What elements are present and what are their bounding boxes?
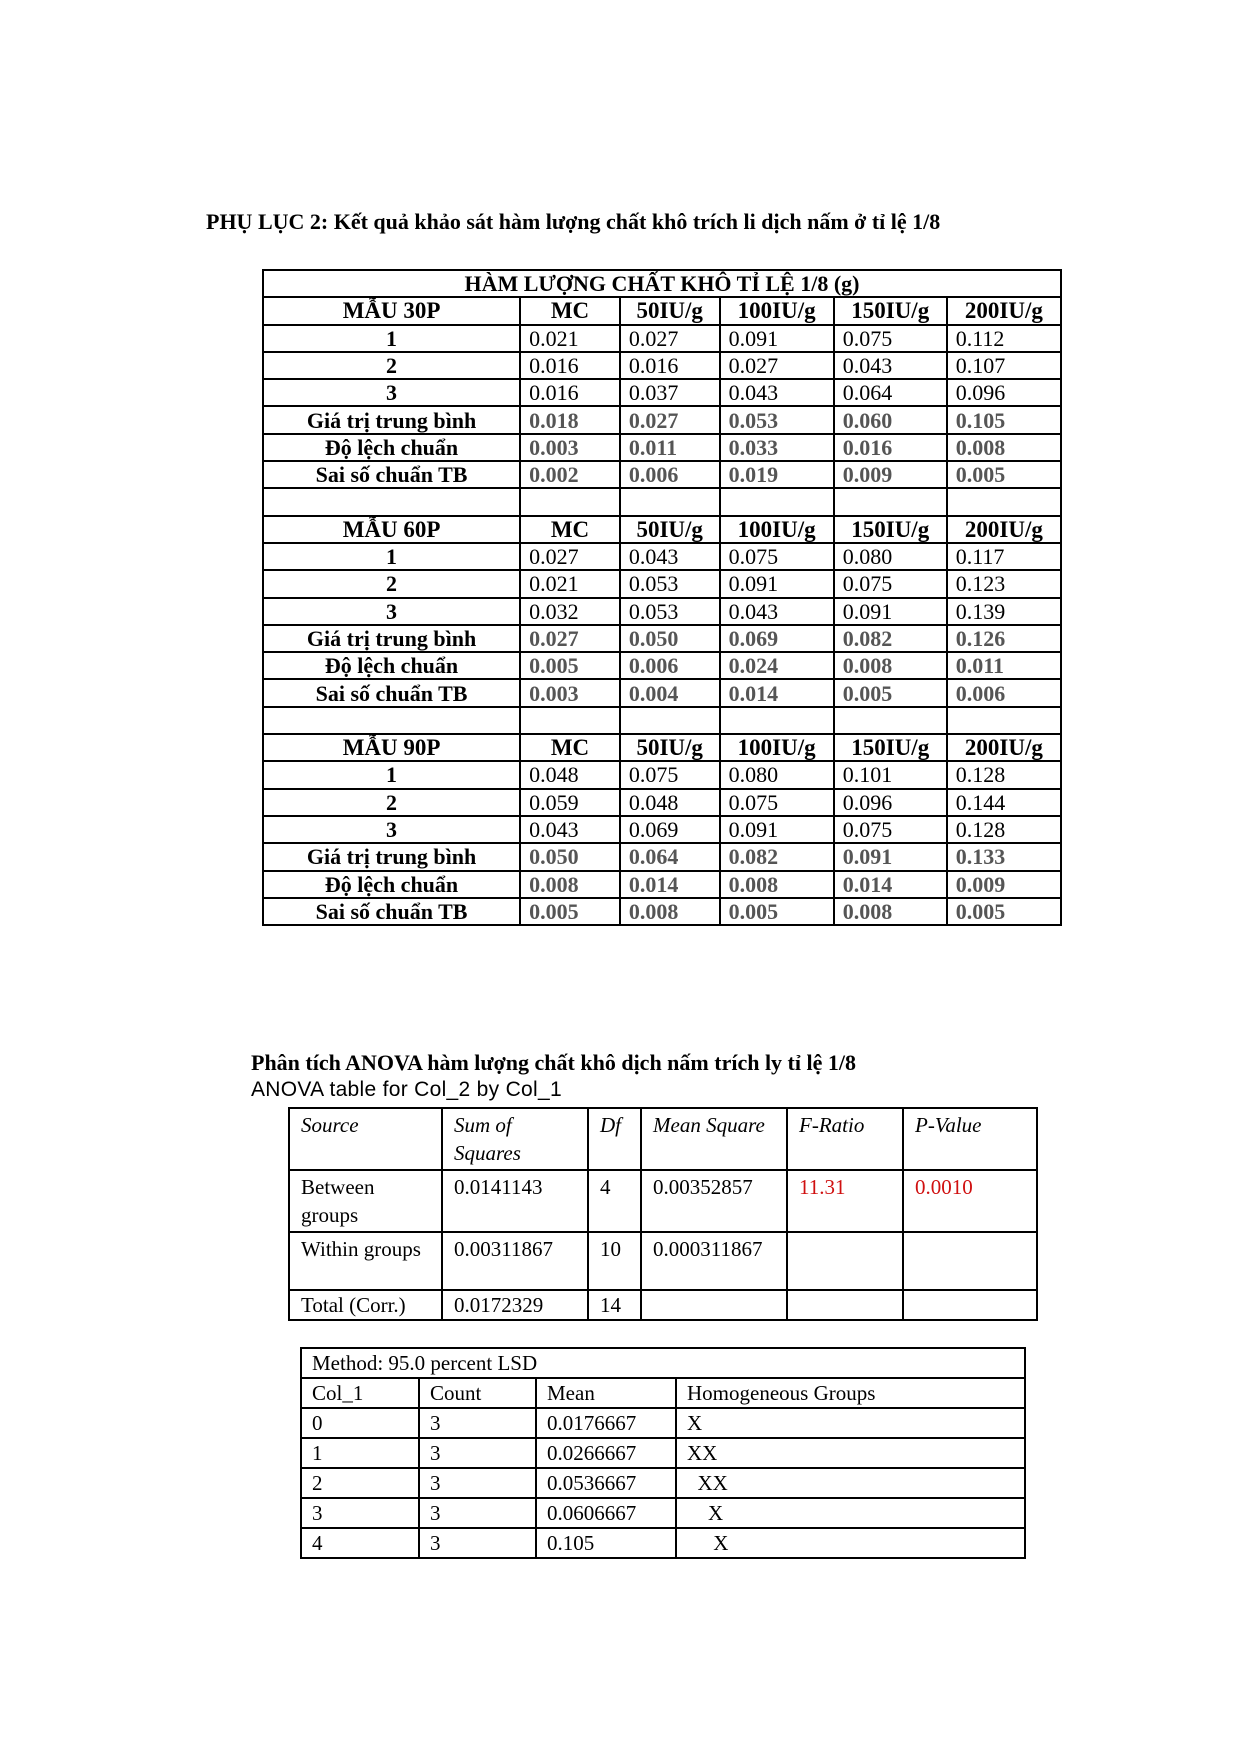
column-header: MC xyxy=(520,297,620,324)
value-cell: 0.053 xyxy=(620,598,720,625)
column-header: 50IU/g xyxy=(620,297,720,324)
empty-cell xyxy=(520,488,620,515)
value-cell: 0.011 xyxy=(620,434,720,461)
anova-table xyxy=(288,1107,1038,1321)
row-label: Giá trị trung bình xyxy=(263,406,520,433)
value-cell: 0.008 xyxy=(947,434,1061,461)
value-cell: 0.048 xyxy=(520,761,620,788)
replicate-row xyxy=(263,543,1061,570)
anova-header-df: Df xyxy=(588,1108,641,1170)
empty-cell xyxy=(720,488,834,515)
lsd-cell-count: 3 xyxy=(419,1468,536,1498)
lsd-cell-col1: 0 xyxy=(301,1408,419,1438)
value-cell: 0.059 xyxy=(520,789,620,816)
value-cell: 0.123 xyxy=(947,570,1061,597)
value-cell: 0.069 xyxy=(720,625,834,652)
row-label: 2 xyxy=(263,570,520,597)
value-cell: 0.107 xyxy=(947,352,1061,379)
row-label: Độ lệch chuẩn xyxy=(263,434,520,461)
value-cell: 0.128 xyxy=(947,816,1061,843)
anova-header-source: Source xyxy=(289,1108,442,1170)
lsd-cell-col1: 4 xyxy=(301,1528,419,1558)
value-cell: 0.075 xyxy=(620,761,720,788)
replicate-row xyxy=(263,761,1061,788)
anova-cell-f-ratio xyxy=(787,1232,903,1290)
replicate-row xyxy=(263,379,1061,406)
value-cell: 0.008 xyxy=(620,898,720,925)
value-cell: 0.043 xyxy=(834,352,947,379)
lsd-cell-groups: X xyxy=(676,1408,1025,1438)
value-cell: 0.043 xyxy=(520,816,620,843)
anova-cell-df: 4 xyxy=(588,1170,641,1232)
value-cell: 0.009 xyxy=(834,461,947,488)
value-cell: 0.003 xyxy=(520,679,620,706)
anova-cell-source: Between groups xyxy=(289,1170,442,1232)
anova-row-within xyxy=(289,1232,1037,1290)
lsd-cell-count: 3 xyxy=(419,1408,536,1438)
value-cell: 0.037 xyxy=(620,379,720,406)
value-cell: 0.050 xyxy=(520,843,620,870)
table-title-row xyxy=(263,270,1061,297)
value-cell: 0.014 xyxy=(720,679,834,706)
stat-row xyxy=(263,625,1061,652)
row-label: Sai số chuẩn TB xyxy=(263,679,520,706)
lsd-cell-groups: X xyxy=(676,1528,1025,1558)
replicate-row xyxy=(263,325,1061,352)
column-header: 200IU/g xyxy=(947,297,1061,324)
row-label: 3 xyxy=(263,598,520,625)
value-cell: 0.019 xyxy=(720,461,834,488)
lsd-header-mean: Mean xyxy=(536,1378,676,1408)
value-cell: 0.016 xyxy=(520,379,620,406)
row-label: 1 xyxy=(263,325,520,352)
value-cell: 0.091 xyxy=(834,843,947,870)
value-cell: 0.005 xyxy=(947,898,1061,925)
value-cell: 0.005 xyxy=(520,898,620,925)
row-label: 3 xyxy=(263,379,520,406)
value-cell: 0.053 xyxy=(720,406,834,433)
value-cell: 0.080 xyxy=(720,761,834,788)
spacer-row xyxy=(263,707,1061,734)
value-cell: 0.021 xyxy=(520,325,620,352)
empty-cell xyxy=(620,488,720,515)
anova-header-mean-square: Mean Square xyxy=(641,1108,787,1170)
lsd-table xyxy=(300,1347,1026,1559)
lsd-cell-count: 3 xyxy=(419,1498,536,1528)
value-cell: 0.008 xyxy=(720,871,834,898)
lsd-cell-groups: XX xyxy=(676,1438,1025,1468)
row-label: 3 xyxy=(263,816,520,843)
value-cell: 0.016 xyxy=(834,434,947,461)
value-cell: 0.091 xyxy=(834,598,947,625)
value-cell: 0.117 xyxy=(947,543,1061,570)
column-header: MC xyxy=(520,516,620,543)
value-cell: 0.139 xyxy=(947,598,1061,625)
value-cell: 0.014 xyxy=(834,871,947,898)
column-header: 50IU/g xyxy=(620,516,720,543)
row-label: Độ lệch chuẩn xyxy=(263,871,520,898)
anova-heading: Phân tích ANOVA hàm lượng chất khô dịch nấm trích ly tỉ lệ 1/8 xyxy=(251,1050,856,1075)
value-cell: 0.053 xyxy=(620,570,720,597)
value-cell: 0.091 xyxy=(720,816,834,843)
lsd-cell-mean: 0.0266667 xyxy=(536,1438,676,1468)
lsd-method-row xyxy=(301,1348,1025,1378)
row-label: Sai số chuẩn TB xyxy=(263,898,520,925)
value-cell: 0.009 xyxy=(947,871,1061,898)
value-cell: 0.144 xyxy=(947,789,1061,816)
stat-row xyxy=(263,679,1061,706)
value-cell: 0.004 xyxy=(620,679,720,706)
value-cell: 0.005 xyxy=(947,461,1061,488)
lsd-cell-col1: 2 xyxy=(301,1468,419,1498)
value-cell: 0.064 xyxy=(620,843,720,870)
anova-cell-p-value: 0.0010 xyxy=(903,1170,1037,1232)
value-cell: 0.096 xyxy=(834,789,947,816)
value-cell: 0.075 xyxy=(834,570,947,597)
stat-row xyxy=(263,434,1061,461)
anova-cell-p-value xyxy=(903,1290,1037,1320)
anova-cell-mean-square: 0.000311867 xyxy=(641,1232,787,1290)
value-cell: 0.075 xyxy=(720,543,834,570)
anova-header-p-value: P-Value xyxy=(903,1108,1037,1170)
replicate-row xyxy=(263,816,1061,843)
group-label: MẪU 90P xyxy=(263,734,520,761)
column-header: 100IU/g xyxy=(720,516,834,543)
row-label: Độ lệch chuẩn xyxy=(263,652,520,679)
value-cell: 0.032 xyxy=(520,598,620,625)
value-cell: 0.091 xyxy=(720,570,834,597)
value-cell: 0.133 xyxy=(947,843,1061,870)
lsd-row xyxy=(301,1468,1025,1498)
lsd-row xyxy=(301,1438,1025,1468)
value-cell: 0.043 xyxy=(620,543,720,570)
value-cell: 0.112 xyxy=(947,325,1061,352)
empty-cell xyxy=(720,707,834,734)
value-cell: 0.096 xyxy=(947,379,1061,406)
value-cell: 0.016 xyxy=(620,352,720,379)
value-cell: 0.005 xyxy=(720,898,834,925)
row-label: 2 xyxy=(263,352,520,379)
anova-header-sum-squares: Sum of Squares xyxy=(442,1108,588,1170)
lsd-row xyxy=(301,1528,1025,1558)
value-cell: 0.016 xyxy=(520,352,620,379)
empty-cell xyxy=(834,488,947,515)
lsd-cell-count: 3 xyxy=(419,1438,536,1468)
stat-row xyxy=(263,461,1061,488)
lsd-cell-mean: 0.0176667 xyxy=(536,1408,676,1438)
value-cell: 0.014 xyxy=(620,871,720,898)
anova-header-f-ratio: F-Ratio xyxy=(787,1108,903,1170)
value-cell: 0.082 xyxy=(720,843,834,870)
column-header: 150IU/g xyxy=(834,297,947,324)
value-cell: 0.024 xyxy=(720,652,834,679)
lsd-method: Method: 95.0 percent LSD xyxy=(301,1348,1025,1378)
anova-cell-sum-squares: 0.00311867 xyxy=(442,1232,588,1290)
anova-cell-sum-squares: 0.0141143 xyxy=(442,1170,588,1232)
group-header-row xyxy=(263,516,1061,543)
empty-cell xyxy=(947,488,1061,515)
replicate-row xyxy=(263,789,1061,816)
anova-cell-df: 14 xyxy=(588,1290,641,1320)
stat-row xyxy=(263,406,1061,433)
lsd-cell-mean: 0.0536667 xyxy=(536,1468,676,1498)
value-cell: 0.018 xyxy=(520,406,620,433)
stat-row xyxy=(263,652,1061,679)
row-label: 1 xyxy=(263,761,520,788)
value-cell: 0.003 xyxy=(520,434,620,461)
value-cell: 0.043 xyxy=(720,379,834,406)
anova-cell-source: Total (Corr.) xyxy=(289,1290,442,1320)
replicate-row xyxy=(263,598,1061,625)
empty-cell xyxy=(834,707,947,734)
value-cell: 0.008 xyxy=(520,871,620,898)
lsd-header-count: Count xyxy=(419,1378,536,1408)
lsd-cell-col1: 1 xyxy=(301,1438,419,1468)
value-cell: 0.101 xyxy=(834,761,947,788)
column-header: 150IU/g xyxy=(834,516,947,543)
column-header: 200IU/g xyxy=(947,734,1061,761)
value-cell: 0.027 xyxy=(620,325,720,352)
empty-cell xyxy=(520,707,620,734)
column-header: 100IU/g xyxy=(720,297,834,324)
value-cell: 0.005 xyxy=(834,679,947,706)
value-cell: 0.082 xyxy=(834,625,947,652)
value-cell: 0.027 xyxy=(720,352,834,379)
anova-cell-df: 10 xyxy=(588,1232,641,1290)
row-label: Sai số chuẩn TB xyxy=(263,461,520,488)
anova-row-between xyxy=(289,1170,1037,1232)
column-header: 200IU/g xyxy=(947,516,1061,543)
empty-cell xyxy=(947,707,1061,734)
value-cell: 0.128 xyxy=(947,761,1061,788)
row-label: 2 xyxy=(263,789,520,816)
anova-cell-sum-squares: 0.0172329 xyxy=(442,1290,588,1320)
empty-cell xyxy=(620,707,720,734)
value-cell: 0.027 xyxy=(520,543,620,570)
lsd-header-col1: Col_1 xyxy=(301,1378,419,1408)
anova-cell-p-value xyxy=(903,1232,1037,1290)
anova-cell-source: Within groups xyxy=(289,1232,442,1290)
spacer-row xyxy=(263,488,1061,515)
lsd-cell-col1: 3 xyxy=(301,1498,419,1528)
group-label: MẪU 30P xyxy=(263,297,520,324)
value-cell: 0.075 xyxy=(834,816,947,843)
value-cell: 0.069 xyxy=(620,816,720,843)
lsd-cell-groups: X xyxy=(676,1498,1025,1528)
row-label: Giá trị trung bình xyxy=(263,843,520,870)
anova-row-total xyxy=(289,1290,1037,1320)
row-label: 1 xyxy=(263,543,520,570)
group-header-row xyxy=(263,297,1061,324)
page-title: PHỤ LỤC 2: Kết quả khảo sát hàm lượng chất khô trích li dịch nấm ở tỉ lệ 1/8 xyxy=(206,209,941,234)
lsd-cell-groups: XX xyxy=(676,1468,1025,1498)
value-cell: 0.006 xyxy=(947,679,1061,706)
value-cell: 0.091 xyxy=(720,325,834,352)
lsd-row xyxy=(301,1408,1025,1438)
value-cell: 0.011 xyxy=(947,652,1061,679)
value-cell: 0.080 xyxy=(834,543,947,570)
empty-cell xyxy=(263,707,520,734)
replicate-row xyxy=(263,352,1061,379)
lsd-header-row xyxy=(301,1378,1025,1408)
dry-matter-table xyxy=(262,269,1062,926)
group-header-row xyxy=(263,734,1061,761)
value-cell: 0.027 xyxy=(620,406,720,433)
value-cell: 0.105 xyxy=(947,406,1061,433)
value-cell: 0.126 xyxy=(947,625,1061,652)
lsd-cell-mean: 0.105 xyxy=(536,1528,676,1558)
anova-cell-mean-square: 0.00352857 xyxy=(641,1170,787,1232)
lsd-cell-mean: 0.0606667 xyxy=(536,1498,676,1528)
lsd-header-groups: Homogeneous Groups xyxy=(676,1378,1025,1408)
value-cell: 0.064 xyxy=(834,379,947,406)
column-header: 50IU/g xyxy=(620,734,720,761)
replicate-row xyxy=(263,570,1061,597)
value-cell: 0.006 xyxy=(620,652,720,679)
anova-cell-f-ratio xyxy=(787,1290,903,1320)
anova-subtitle: ANOVA table for Col_2 by Col_1 xyxy=(251,1078,562,1101)
value-cell: 0.002 xyxy=(520,461,620,488)
value-cell: 0.075 xyxy=(834,325,947,352)
lsd-cell-count: 3 xyxy=(419,1528,536,1558)
value-cell: 0.060 xyxy=(834,406,947,433)
anova-cell-mean-square xyxy=(641,1290,787,1320)
value-cell: 0.008 xyxy=(834,652,947,679)
stat-row xyxy=(263,898,1061,925)
value-cell: 0.043 xyxy=(720,598,834,625)
stat-row xyxy=(263,871,1061,898)
value-cell: 0.008 xyxy=(834,898,947,925)
group-label: MẪU 60P xyxy=(263,516,520,543)
column-header: MC xyxy=(520,734,620,761)
empty-cell xyxy=(263,488,520,515)
table-title: HÀM LƯỢNG CHẤT KHÔ TỈ LỆ 1/8 (g) xyxy=(263,270,1061,297)
column-header: 150IU/g xyxy=(834,734,947,761)
value-cell: 0.075 xyxy=(720,789,834,816)
column-header: 100IU/g xyxy=(720,734,834,761)
value-cell: 0.021 xyxy=(520,570,620,597)
value-cell: 0.006 xyxy=(620,461,720,488)
anova-header-row xyxy=(289,1108,1037,1170)
value-cell: 0.005 xyxy=(520,652,620,679)
lsd-row xyxy=(301,1498,1025,1528)
stat-row xyxy=(263,843,1061,870)
value-cell: 0.027 xyxy=(520,625,620,652)
value-cell: 0.050 xyxy=(620,625,720,652)
value-cell: 0.033 xyxy=(720,434,834,461)
anova-cell-f-ratio: 11.31 xyxy=(787,1170,903,1232)
row-label: Giá trị trung bình xyxy=(263,625,520,652)
value-cell: 0.048 xyxy=(620,789,720,816)
